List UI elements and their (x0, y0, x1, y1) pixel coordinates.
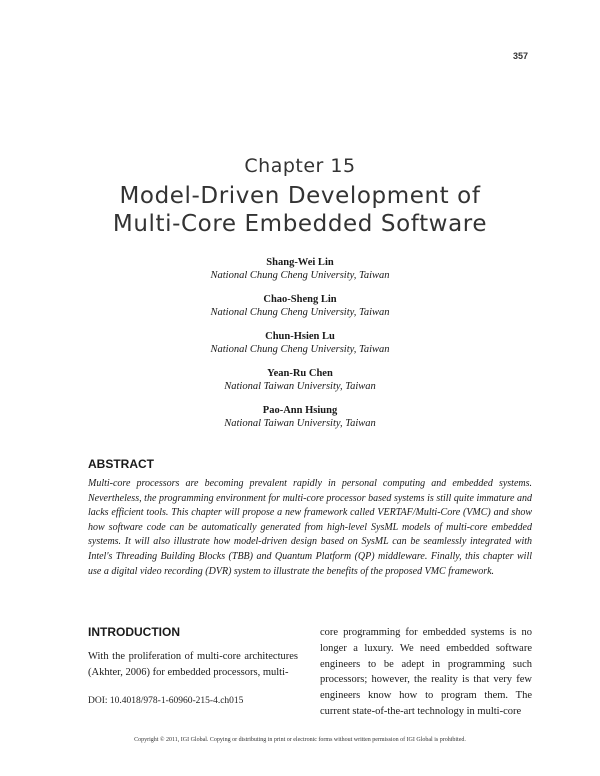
author-block (0, 404, 600, 430)
author-name: Shang-Wei Lin (266, 257, 334, 268)
author-name: Pao-Ann Hsiung (262, 405, 338, 416)
copyright-notice: Copyright © 2011, IGI Global. Copying or distributing in print or electronic forms without written permission of IGI Global is prohibited. (134, 737, 466, 743)
author-affiliation: National Taiwan University, Taiwan (224, 381, 376, 392)
author-affiliation: National Taiwan University, Taiwan (224, 418, 376, 429)
abstract-body: Multi-core processors are becoming prevalent rapidly in personal computing and embedded systems. Nevertheless, the programming environment for multi-core processor based systems is still quite immature and lacks efficient tools. This chapter will propose a new framework called VERTAF/Multi-Core (VMC) and show how software code can be automatically generated from high-level SysML models of multi-core embedded systems. It will also illustrate how model-driven design based on SysML can be seamlessly integrated with Intel's Threading Building Blocks (TBB) and Quantum Platform (QP) middleware. Finally, this chapter will use a digital video recording (DVR) system to illustrate the benefits of the proposed VMC framework. (88, 478, 532, 577)
introduction-right-column: core programming for embedded systems is no longer a luxury. We need embedded software engineers to be adept in programming such processors; however, the reality is that very few engineers know how to program them. The current state-of-the-art technology in multi-core (320, 627, 532, 717)
introduction-heading: INTRODUCTION (88, 625, 180, 639)
author-block (0, 256, 600, 282)
author-affiliation: National Chung Cheng University, Taiwan (210, 270, 390, 281)
author-affiliation: National Chung Cheng University, Taiwan (210, 344, 390, 355)
chapter-title-line-2: Multi-Core Embedded Software (112, 211, 488, 237)
author-block (0, 367, 600, 393)
chapter-title (0, 182, 600, 238)
author-affiliation: National Chung Cheng University, Taiwan (210, 307, 390, 318)
author-block (0, 330, 600, 356)
abstract-heading: ABSTRACT (88, 457, 154, 471)
author-list (0, 256, 600, 441)
author-block (0, 293, 600, 319)
chapter-label: Chapter 15 (244, 155, 356, 177)
introduction-left-column: With the proliferation of multi-core architectures (Akhter, 2006) for embedded processors, multi- (88, 651, 298, 678)
author-name: Chao-Sheng Lin (263, 294, 337, 305)
doi-reference: DOI: 10.4018/978-1-60960-215-4.ch015 (88, 696, 244, 706)
author-name: Yean-Ru Chen (267, 368, 333, 379)
page-number: 357 (512, 51, 528, 61)
author-name: Chun-Hsien Lu (265, 331, 335, 342)
chapter-title-line-1: Model-Driven Development of (119, 183, 481, 209)
